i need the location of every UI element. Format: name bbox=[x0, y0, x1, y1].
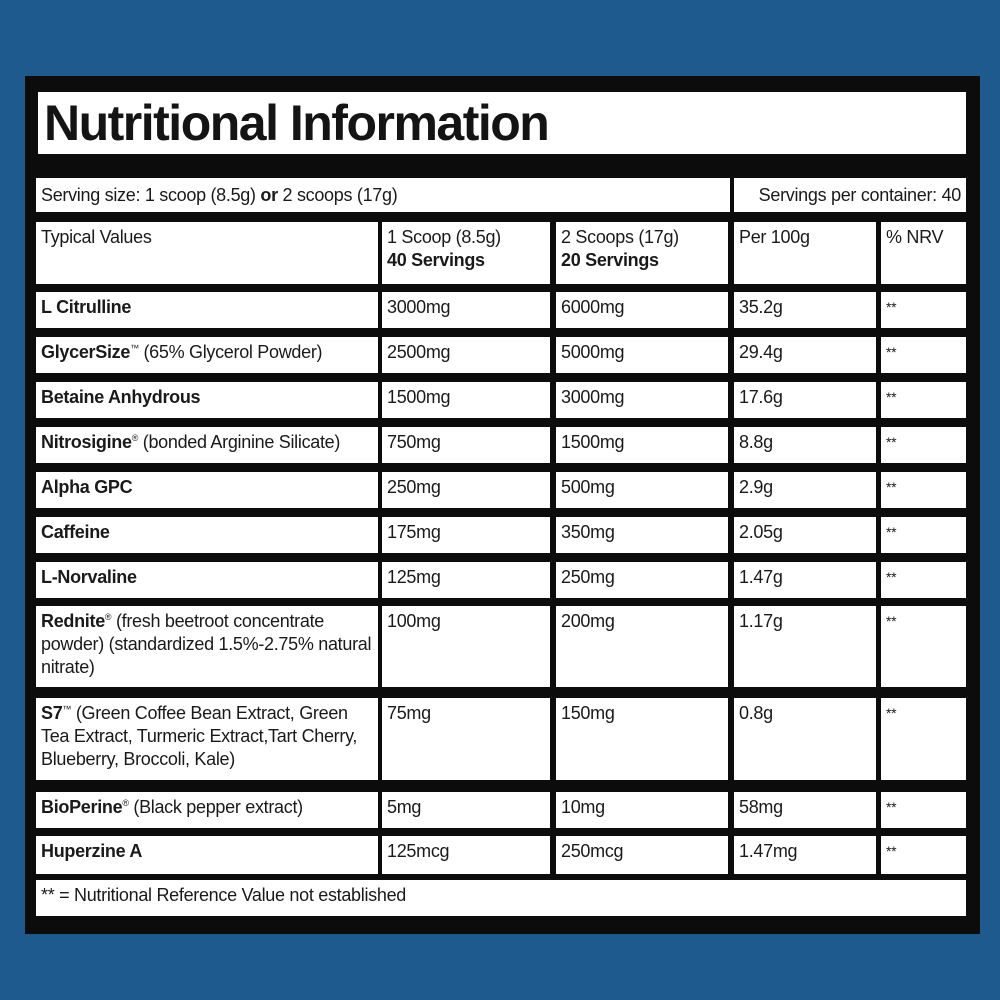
value-per-100g bbox=[734, 337, 876, 373]
value-two-scoops bbox=[556, 562, 728, 598]
amount-one-scoop: 125mcg bbox=[387, 841, 450, 861]
value-per-100g bbox=[734, 698, 876, 780]
nrv-value: ** bbox=[886, 389, 897, 405]
table-row-name bbox=[36, 606, 378, 687]
value-nrv bbox=[881, 836, 966, 874]
amount-one-scoop: 5mg bbox=[387, 797, 422, 817]
nrv-value: ** bbox=[886, 299, 897, 315]
amount-per-100g: 2.9g bbox=[739, 477, 773, 497]
value-one-scoop bbox=[382, 337, 550, 373]
amount-per-100g: 35.2g bbox=[739, 297, 783, 317]
value-nrv bbox=[881, 792, 966, 828]
value-two-scoops bbox=[556, 427, 728, 463]
amount-two-scoops: 250mcg bbox=[561, 841, 624, 861]
nrv-value: ** bbox=[886, 434, 897, 450]
value-two-scoops bbox=[556, 517, 728, 553]
amount-one-scoop: 100mg bbox=[387, 611, 441, 631]
nrv-value: ** bbox=[886, 799, 897, 815]
value-one-scoop bbox=[382, 698, 550, 780]
trademark-mark: ® bbox=[122, 798, 129, 808]
ingredient-description: (Green Coffee Bean Extract, Green Tea Extract, Turmeric Extract,Tart Cherry, Blueberry, Broccoli, Kale) bbox=[41, 703, 358, 769]
ingredient-description: (bonded Arginine Silicate) bbox=[138, 432, 341, 452]
amount-two-scoops: 10mg bbox=[561, 797, 605, 817]
amount-per-100g: 8.8g bbox=[739, 432, 773, 452]
amount-one-scoop: 125mg bbox=[387, 567, 441, 587]
amount-two-scoops: 250mg bbox=[561, 567, 615, 587]
trademark-mark: ® bbox=[104, 612, 112, 622]
table-row-name bbox=[36, 517, 378, 553]
amount-per-100g: 58mg bbox=[739, 797, 783, 817]
value-two-scoops bbox=[556, 792, 728, 828]
table-row-name bbox=[36, 337, 378, 373]
header-one-scoop-servings: 40 Servings bbox=[387, 250, 485, 270]
value-nrv bbox=[881, 337, 966, 373]
servings-per-container: Servings per container: 40 bbox=[758, 185, 961, 205]
amount-one-scoop: 1500mg bbox=[387, 387, 451, 407]
value-nrv bbox=[881, 427, 966, 463]
ingredient-description: (Black pepper extract) bbox=[128, 797, 303, 817]
ingredient-description: (fresh beetroot concentrate powder) (standardized 1.5%-2.75% natural nitrate) bbox=[41, 611, 372, 677]
table-row-name bbox=[36, 427, 378, 463]
value-one-scoop bbox=[382, 382, 550, 418]
table-row-name bbox=[36, 292, 378, 328]
nutrition-panel bbox=[25, 76, 980, 934]
value-two-scoops bbox=[556, 472, 728, 508]
ingredient-name: BioPerine bbox=[41, 797, 123, 817]
amount-one-scoop: 750mg bbox=[387, 432, 441, 452]
table-row-name bbox=[36, 382, 378, 418]
trademark-mark: ™ bbox=[130, 343, 139, 353]
amount-two-scoops: 350mg bbox=[561, 522, 615, 542]
serving-size-text-2: 2 scoops (17g) bbox=[277, 185, 398, 205]
header-typical-label: Typical Values bbox=[41, 227, 152, 247]
header-nrv-label: % NRV bbox=[886, 227, 944, 247]
serving-size-text: Serving size: 1 scoop (8.5g) bbox=[41, 185, 261, 205]
value-two-scoops bbox=[556, 382, 728, 418]
ingredient-name: Betaine Anhydrous bbox=[41, 387, 201, 407]
value-nrv bbox=[881, 562, 966, 598]
amount-two-scoops: 3000mg bbox=[561, 387, 625, 407]
value-nrv bbox=[881, 698, 966, 780]
header-per-100g-label: Per 100g bbox=[739, 227, 810, 247]
footnote: ** = Nutritional Reference Value not established bbox=[41, 885, 406, 905]
amount-per-100g: 0.8g bbox=[739, 703, 773, 723]
header-nrv bbox=[881, 222, 966, 284]
amount-one-scoop: 2500mg bbox=[387, 342, 451, 362]
value-per-100g bbox=[734, 292, 876, 328]
ingredient-name: Alpha GPC bbox=[41, 477, 133, 497]
value-per-100g bbox=[734, 562, 876, 598]
header-per-100g bbox=[734, 222, 876, 284]
value-nrv bbox=[881, 292, 966, 328]
ingredient-description: (65% Glycerol Powder) bbox=[138, 342, 323, 362]
value-two-scoops bbox=[556, 698, 728, 780]
nrv-value: ** bbox=[886, 524, 897, 540]
value-one-scoop bbox=[382, 517, 550, 553]
trademark-mark: ® bbox=[131, 433, 139, 443]
nrv-value: ** bbox=[886, 479, 897, 495]
page-title: Nutritional Information bbox=[44, 95, 549, 151]
amount-two-scoops: 6000mg bbox=[561, 297, 625, 317]
amount-one-scoop: 175mg bbox=[387, 522, 441, 542]
value-one-scoop bbox=[382, 836, 550, 874]
amount-per-100g: 2.05g bbox=[739, 522, 783, 542]
value-per-100g bbox=[734, 606, 876, 687]
table-row-name bbox=[36, 792, 378, 828]
header-two-scoops-label: 2 Scoops (17g) bbox=[561, 227, 679, 247]
ingredient-name: L-Norvaline bbox=[41, 567, 137, 587]
amount-per-100g: 17.6g bbox=[739, 387, 783, 407]
value-one-scoop bbox=[382, 292, 550, 328]
amount-per-100g: 1.47g bbox=[739, 567, 783, 587]
value-two-scoops bbox=[556, 836, 728, 874]
ingredient-name: GlycerSize bbox=[41, 342, 131, 362]
amount-per-100g: 1.47mg bbox=[739, 841, 798, 861]
serving-size-or: or bbox=[260, 185, 278, 205]
table-row-name bbox=[36, 472, 378, 508]
table-row-name bbox=[36, 836, 378, 874]
ingredient-name: Caffeine bbox=[41, 522, 110, 542]
table-row-name bbox=[36, 698, 378, 780]
amount-per-100g: 29.4g bbox=[739, 342, 783, 362]
trademark-mark: ™ bbox=[62, 704, 72, 714]
amount-one-scoop: 250mg bbox=[387, 477, 441, 497]
value-nrv bbox=[881, 606, 966, 687]
table-title bbox=[38, 92, 966, 154]
value-one-scoop bbox=[382, 606, 550, 687]
amount-two-scoops: 150mg bbox=[561, 703, 615, 723]
servings-per-container-cell bbox=[734, 178, 966, 212]
value-per-100g bbox=[734, 517, 876, 553]
serving-size-cell bbox=[36, 178, 730, 212]
header-one-scoop bbox=[382, 222, 550, 284]
footnote-cell bbox=[36, 880, 966, 916]
value-per-100g bbox=[734, 792, 876, 828]
ingredient-name: L Citrulline bbox=[41, 297, 132, 317]
value-one-scoop bbox=[382, 792, 550, 828]
nrv-value: ** bbox=[886, 705, 897, 721]
value-per-100g bbox=[734, 836, 876, 874]
amount-one-scoop: 75mg bbox=[387, 703, 431, 723]
header-typical-values bbox=[36, 222, 378, 284]
ingredient-name: Huperzine A bbox=[41, 841, 143, 861]
value-nrv bbox=[881, 472, 966, 508]
value-two-scoops bbox=[556, 292, 728, 328]
value-one-scoop bbox=[382, 427, 550, 463]
nrv-value: ** bbox=[886, 843, 897, 859]
amount-two-scoops: 200mg bbox=[561, 611, 615, 631]
nrv-value: ** bbox=[886, 569, 897, 585]
value-two-scoops bbox=[556, 337, 728, 373]
value-per-100g bbox=[734, 382, 876, 418]
value-one-scoop bbox=[382, 562, 550, 598]
value-nrv bbox=[881, 382, 966, 418]
ingredient-name: S7 bbox=[41, 703, 63, 723]
amount-two-scoops: 5000mg bbox=[561, 342, 625, 362]
amount-two-scoops: 500mg bbox=[561, 477, 615, 497]
nrv-value: ** bbox=[886, 344, 897, 360]
ingredient-name: Rednite bbox=[41, 611, 105, 631]
value-per-100g bbox=[734, 472, 876, 508]
header-one-scoop-label: 1 Scoop (8.5g) bbox=[387, 227, 501, 247]
header-two-scoops-servings: 20 Servings bbox=[561, 250, 659, 270]
value-nrv bbox=[881, 517, 966, 553]
value-one-scoop bbox=[382, 472, 550, 508]
amount-two-scoops: 1500mg bbox=[561, 432, 625, 452]
value-per-100g bbox=[734, 427, 876, 463]
amount-one-scoop: 3000mg bbox=[387, 297, 451, 317]
table-row-name bbox=[36, 562, 378, 598]
amount-per-100g: 1.17g bbox=[739, 611, 783, 631]
nrv-value: ** bbox=[886, 613, 897, 629]
value-two-scoops bbox=[556, 606, 728, 687]
ingredient-name: Nitrosigine bbox=[41, 432, 132, 452]
header-two-scoops bbox=[556, 222, 728, 284]
